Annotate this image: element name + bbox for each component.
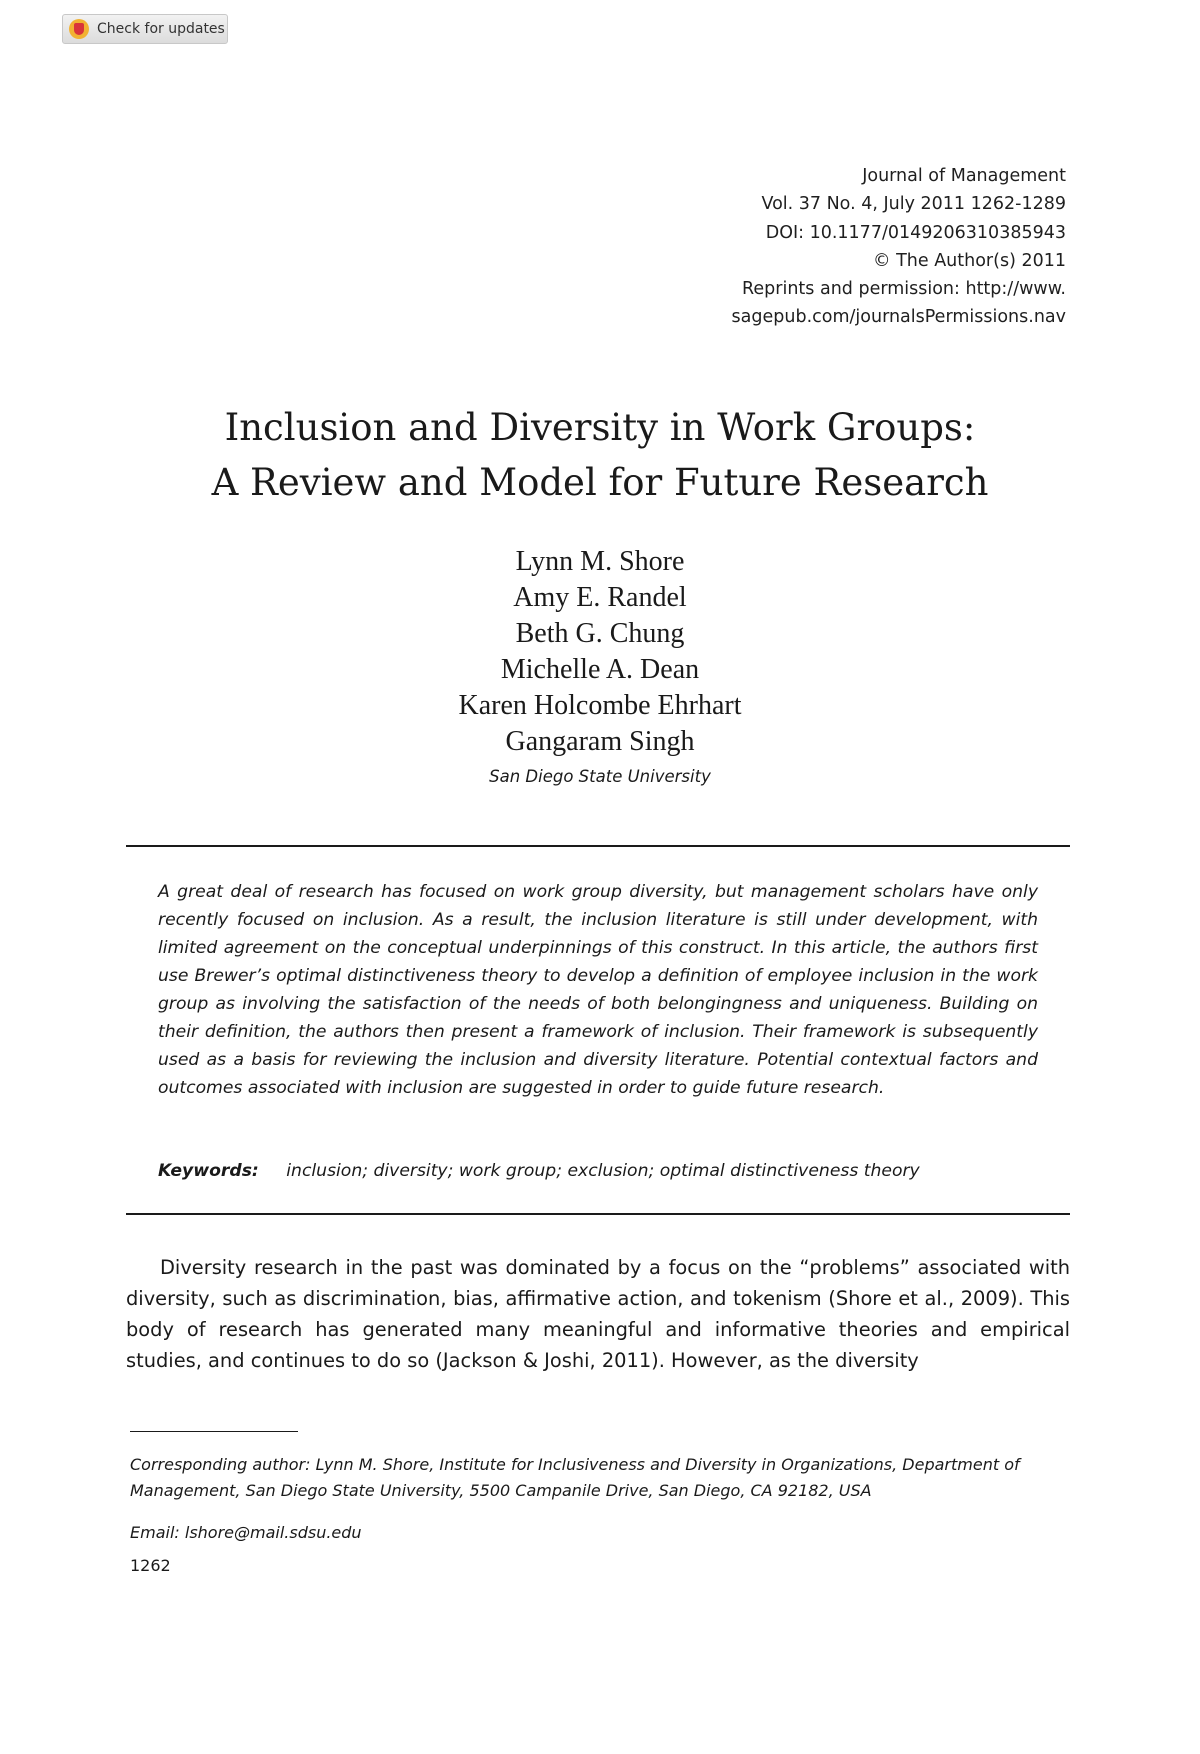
author-email[interactable] — [130, 1523, 362, 1542]
check-for-updates-button[interactable] — [62, 14, 228, 44]
keywords-label: Keywords: — [158, 1161, 259, 1181]
check-for-updates-label: Check for updates — [97, 21, 225, 37]
abstract-top-divider — [126, 845, 1070, 847]
journal-permissions-line2[interactable]: sagepub.com/journalsPermissions.nav — [731, 307, 1066, 328]
article-title — [0, 400, 1200, 510]
page-number: 1262 — [130, 1556, 171, 1575]
article-title-line1: Inclusion and Diversity in Work Groups: — [224, 406, 976, 449]
crossmark-icon — [69, 19, 89, 39]
journal-volume: Vol. 37 No. 4, July 2011 1262-1289 — [761, 194, 1066, 215]
keywords — [158, 1161, 920, 1181]
journal-doi: DOI: 10.1177/0149206310385943 — [765, 222, 1066, 243]
author-name: Amy E. Randel — [513, 582, 687, 613]
author-name: Michelle A. Dean — [500, 654, 700, 685]
author-name: Beth G. Chung — [515, 618, 685, 649]
footnote-divider — [130, 1431, 298, 1432]
keywords-list: inclusion; diversity; work group; exclusion; optimal distinctiveness theory — [286, 1161, 920, 1181]
article-title-line2: A Review and Model for Future Research — [211, 461, 989, 504]
author-name: Gangaram Singh — [505, 726, 695, 757]
journal-info — [646, 162, 1066, 332]
abstract-text: A great deal of research has focused on work group diversity, but management scholars have only recently focused on inclusion. As a result, the inclusion literature is still under development, with limited agreement on the conceptual underpinnings of this construct. In this article, the authors first use Brewer’s optimal distinctiveness theory to develop a definition of employee inclusion in the work group as involving the satisfaction of the needs of both belongingness and uniqueness. Building on their definition, the authors then present a framework of inclusion. Their framework is subsequently used as a basis for reviewing the inclusion and diversity literature. Potential contextual factors and outcomes associated with inclusion are suggested in order to guide future research. — [158, 882, 1038, 1098]
author-name: Lynn M. Shore — [515, 546, 685, 577]
abstract-bottom-divider — [126, 1213, 1070, 1215]
author-list — [0, 544, 1200, 760]
journal-copyright: © The Author(s) 2011 — [873, 250, 1066, 271]
author-affiliation: San Diego State University — [489, 767, 711, 786]
author-name: Karen Holcombe Ehrhart — [458, 690, 742, 721]
journal-name: Journal of Management — [862, 166, 1066, 186]
body-paragraph: Diversity research in the past was dominated by a focus on the “problems” associated with diversity, such as discrimination, bias, affirmative action, and tokenism (Shore et al., 2009). This body of research has generated many meaningful and informative theories and empirical studies, and continues to do so (Jackson & Joshi, 2011). However, as the diversity — [126, 1256, 1070, 1372]
author-email-link[interactable]: Email: lshore@mail.sdsu.edu — [130, 1523, 362, 1542]
corresponding-author-note: Corresponding author: Lynn M. Shore, Institute for Inclusiveness and Diversity in Organizations, Department of Management, San Diego State University, 5500 Campanile Drive, San Diego, CA 92182, USA — [130, 1455, 1020, 1500]
journal-permissions-line1[interactable]: Reprints and permission: http://www. — [742, 279, 1066, 300]
